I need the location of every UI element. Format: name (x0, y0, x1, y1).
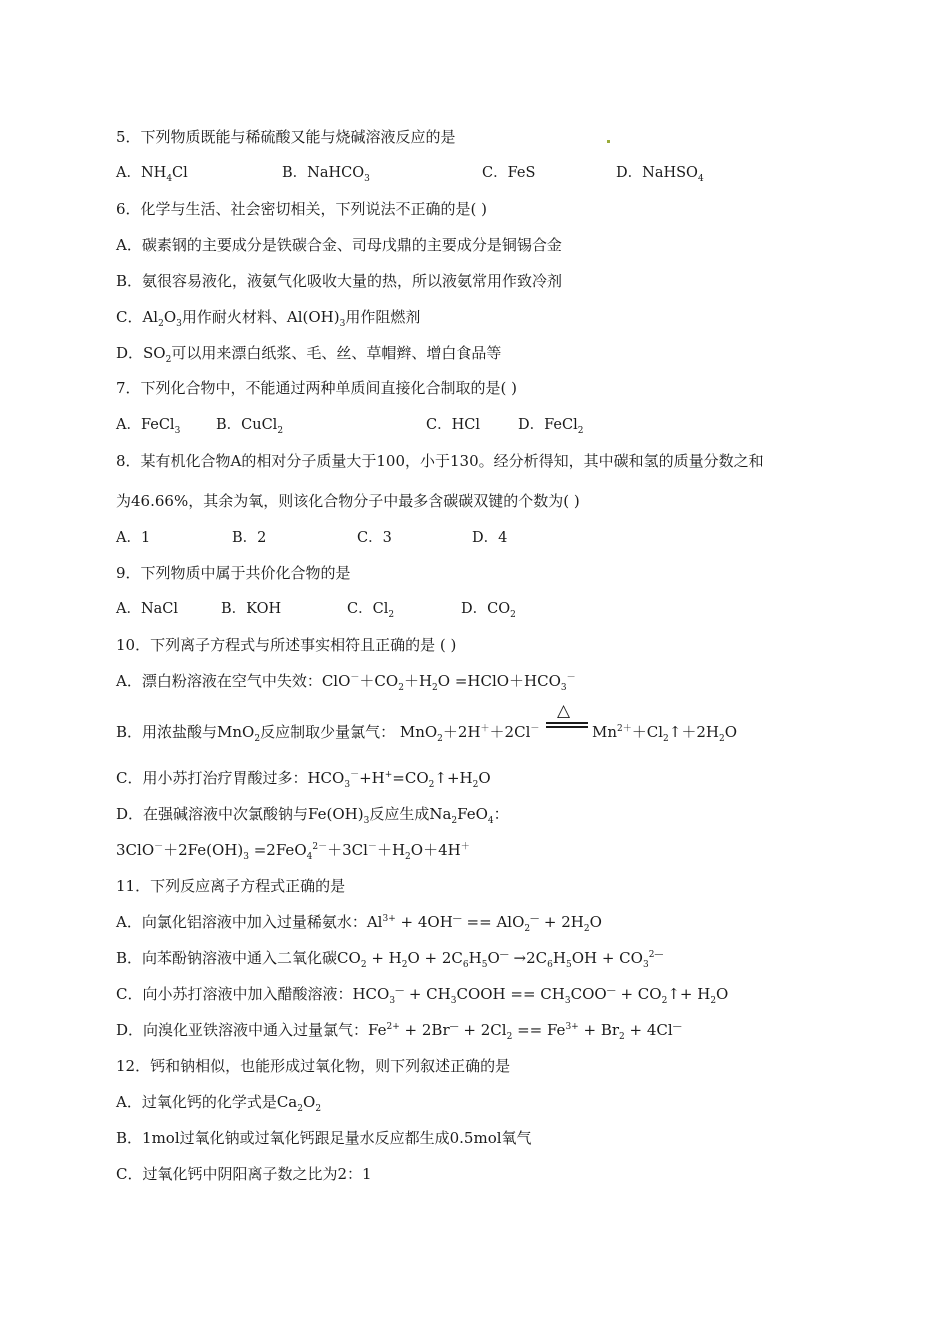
equals-bar-bottom (546, 726, 588, 728)
q7-option-c: C．HCl (426, 417, 480, 433)
q6-stem: 6．化学与生活、社会密切相关，下列说法不正确的是( ) (116, 200, 488, 218)
q7-stem: 7．下列化合物中，不能通过两种单质间直接化合制取的是( ) (116, 379, 518, 397)
q8-stem-line-2: 为46.66%，其余为氧，则该化合物分子中最多含碳碳双键的个数为( ) (116, 492, 580, 510)
scan-dot-mark (607, 140, 610, 143)
q11-option-a: A．向氯化铝溶液中加入过量稀氨水：$Al^{3+} + 4OH^— == AlO_2^— + 2H_2O$ (116, 913, 602, 934)
q9-option-c: C．$Cl_2$ (347, 601, 395, 620)
q9-option-d: D．$CO_2$ (461, 601, 516, 620)
equals-bar-top (546, 722, 588, 724)
q10-option-d-equation: $3ClO^-+2Fe(OH)_3 =2FeO_4^{2-}+3Cl^-+H_2O+4H^+$ (116, 841, 470, 862)
q5-option-a: A．$NH_4Cl$ (116, 165, 188, 184)
q12-stem: 12．钙和钠相似，也能形成过氧化物，则下列叙述正确的是 (116, 1057, 511, 1075)
q7-option-a: A．FeCl$_3$ (116, 417, 181, 436)
q10-option-c: C．用小苏打治疗胃酸过多：$HCO_3^-+H^+=CO_2↑+H_2O$ (116, 769, 491, 790)
q12-option-c: C．过氧化钙中阴阳离子数之比为2：1 (116, 1165, 372, 1183)
heat-triangle-symbol: △ (557, 701, 571, 721)
q10-stem: 10．下列离子方程式与所述事实相符且正确的是 ( ) (116, 636, 457, 654)
q11-stem: 11．下列反应离子方程式正确的是 (116, 877, 346, 895)
q7-option-b: B．CuCl$_2$ (216, 417, 284, 436)
q5-option-c: C．FeS (482, 165, 536, 181)
q12-option-a: A．过氧化钙的化学式是$Ca_2O_2$ (116, 1093, 322, 1114)
q10-option-d: D．在强碱溶液中次氯酸钠与$Fe(OH)_3$反应生成$Na_2FeO_4$： (116, 805, 509, 826)
q11-option-d: D．向溴化亚铁溶液中通入过量氯气：$Fe^{2+} + 2Br^— + 2Cl_2 == Fe^{3+} + Br_2 + 4Cl^—$ (116, 1021, 682, 1042)
q8-stem-line-1: 8．某有机化合物A的相对分子质量大于100，小于130。经分析得知，其中碳和氢的质量分数之和 (116, 452, 764, 470)
q10-option-a: A．漂白粉溶液在空气中失效：$ClO^-+CO_2+H_2O$ $=HClO+HCO_3^-$ (116, 672, 576, 693)
q10-option-b-left: B．用浓盐酸与MnO$_2$反应制取少量氯气： MnO$_2$＋2H＋＋2Cl－ (116, 723, 540, 744)
q5-option-d: D．NaHSO$_4$ (616, 165, 704, 184)
q7-option-d: D．FeCl$_2$ (518, 417, 584, 436)
q9-option-b: B．KOH (221, 601, 282, 617)
q9-option-a: A．NaCl (116, 601, 179, 617)
q8-option-b: B．2 (232, 530, 267, 546)
q6-option-a: A．碳素钢的主要成分是铁碳合金、司母戊鼎的主要成分是铜锡合金 (116, 236, 562, 254)
q5-option-b: B．NaHCO$_3$ (282, 165, 370, 184)
q6-option-d: D．$SO_2$可以用来漂白纸浆、毛、丝、草帽辫、增白食品等 (116, 344, 502, 365)
q8-option-c: C．3 (357, 530, 392, 546)
q9-stem: 9．下列物质中属于共价化合物的是 (116, 564, 351, 582)
q6-option-b: B．氨很容易液化，液氨气化吸收大量的热，所以液氨常用作致冷剂 (116, 272, 563, 290)
q10-option-b-right: $Mn^{2+}+Cl_2↑+2H_2O$ (592, 723, 738, 744)
q6-option-c: C．$Al_2O_3$用作耐火材料、$Al(OH)_3$用作阻燃剂 (116, 308, 421, 329)
q12-option-b: B．1mol过氧化钠或过氧化钙跟足量水反应都生成0.5mol氧气 (116, 1129, 532, 1147)
q11-option-c: C．向小苏打溶液中加入醋酸溶液：$HCO_3^—$ + $CH_3COOH == CH_3COO^—$ + $CO_2↑+ H_2O$ (116, 985, 729, 1006)
q11-option-b: B．向苯酚钠溶液中通入二氧化碳$CO_2 + H_2O + 2C_6H_5O^— \to 2C_6H_5OH + CO_3^{2—}$ (116, 949, 664, 970)
q8-option-a: A．1 (116, 530, 151, 546)
q5-stem: 5．下列物质既能与稀硫酸又能与烧碱溶液反应的是 (116, 128, 456, 146)
q8-option-d: D．4 (472, 530, 508, 546)
